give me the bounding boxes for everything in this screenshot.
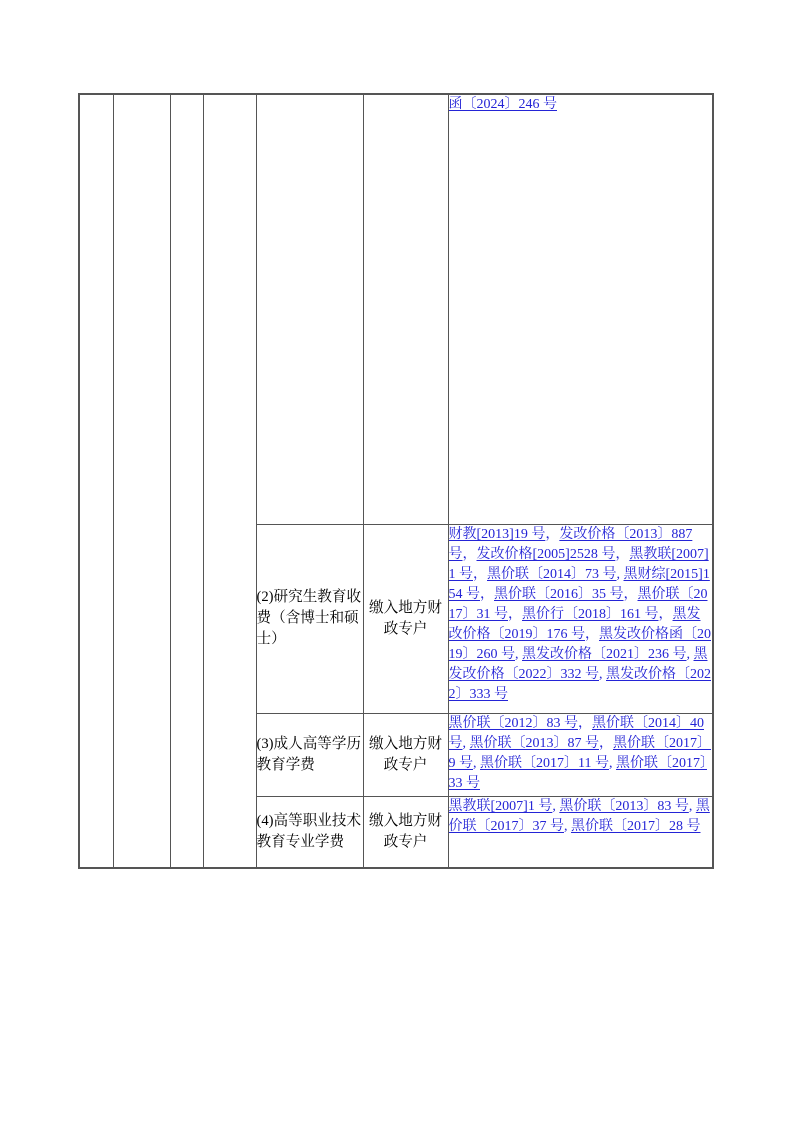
link-separator: ，	[599, 735, 613, 751]
policy-doc-link[interactable]: 黑价联〔2017〕11 号	[480, 755, 609, 771]
policy-basis-cell	[448, 524, 713, 713]
link-separator: ，	[480, 586, 494, 602]
link-separator: ,	[688, 798, 696, 814]
payment-destination-cell: 缴入地方财政专户	[363, 796, 448, 868]
link-separator: ,	[552, 798, 560, 814]
fee-table	[78, 93, 714, 869]
policy-doc-link[interactable]: 黑价联〔2014〕40 号	[448, 715, 704, 751]
link-separator: ，	[462, 546, 477, 562]
link-separator: ,	[473, 755, 480, 771]
empty-continuation-cell	[79, 94, 113, 868]
fee-item-cell: (3)成人高等学历教育学费	[256, 713, 363, 796]
link-separator: ，	[578, 715, 592, 731]
policy-basis-cell	[448, 94, 713, 524]
policy-doc-link[interactable]: 发改价格〔2013〕887 号	[448, 526, 693, 562]
link-separator: ，	[585, 626, 599, 642]
empty-continuation-cell	[113, 94, 170, 868]
link-separator: ,	[515, 646, 522, 662]
link-separator: ,	[564, 818, 571, 834]
empty-continuation-cell	[203, 94, 256, 868]
link-separator: ,	[599, 666, 606, 682]
policy-doc-link[interactable]: 财教[2013]19 号	[448, 526, 546, 542]
link-separator: ,	[686, 646, 694, 662]
policy-doc-link[interactable]: 发改价格[2005]2528 号	[476, 546, 616, 562]
link-separator: ，	[508, 606, 522, 622]
policy-doc-link[interactable]: 黑价联〔2016〕35 号	[494, 586, 624, 602]
link-separator: ，	[545, 526, 560, 542]
policy-doc-link[interactable]: 黑教联[2007]1 号	[448, 798, 553, 814]
fee-item-cell	[256, 94, 363, 524]
policy-doc-link[interactable]: 黑价联〔2013〕87 号	[469, 735, 599, 751]
policy-doc-link[interactable]: 黑发改价格〔2019〕176 号	[448, 606, 701, 642]
policy-doc-link[interactable]: 黑价联〔2017〕37 号	[448, 798, 710, 834]
payment-destination-cell: 缴入地方财政专户	[363, 524, 448, 713]
link-separator: ，	[615, 546, 630, 562]
policy-doc-link[interactable]: 黑价行〔2018〕161 号	[522, 606, 659, 622]
policy-doc-link[interactable]: 黑价联〔2017〕28 号	[571, 818, 701, 834]
policy-doc-link[interactable]: 黑教联[2007]1 号	[448, 546, 709, 582]
policy-doc-link[interactable]: 黑价联〔2017〕9 号	[448, 735, 711, 771]
policy-doc-link[interactable]: 黑发改价格〔2022〕332 号	[448, 646, 708, 682]
policy-doc-link[interactable]: 黑财综[2015]154 号	[448, 566, 710, 602]
empty-continuation-cell	[170, 94, 203, 868]
fee-item-cell: (2)研究生教育收费（含博士和硕士）	[256, 524, 363, 713]
policy-basis-cell	[448, 713, 713, 796]
policy-doc-link[interactable]: 黑发改价格〔2022〕333 号	[448, 666, 711, 702]
policy-doc-link[interactable]: 函〔2024〕246 号	[448, 97, 557, 112]
policy-doc-link[interactable]: 黑发改价格〔2021〕236 号	[522, 646, 687, 662]
link-separator: ，	[473, 566, 487, 582]
table-row	[79, 94, 713, 524]
link-separator: ,	[608, 755, 616, 771]
policy-doc-link[interactable]: 黑发改价格函〔2019〕260 号	[448, 626, 711, 662]
link-separator: ，	[623, 586, 638, 602]
fee-item-cell: (4)高等职业技术教育专业学费	[256, 796, 363, 868]
policy-doc-link[interactable]: 黑价联〔2012〕83 号	[448, 715, 578, 731]
payment-destination-cell	[363, 94, 448, 524]
fee-table-body	[79, 94, 713, 868]
policy-doc-link[interactable]: 黑价联〔2017〕31 号	[448, 586, 708, 622]
link-separator: ，	[658, 606, 673, 622]
policy-doc-link[interactable]: 黑价联〔2013〕83 号	[559, 798, 689, 814]
payment-destination-cell: 缴入地方财政专户	[363, 713, 448, 796]
policy-basis-cell	[448, 796, 713, 868]
link-separator: ,	[462, 735, 470, 751]
link-separator: ,	[616, 566, 624, 582]
policy-doc-link[interactable]: 黑价联〔2014〕73 号	[487, 566, 617, 582]
policy-doc-link[interactable]: 黑价联〔2017〕33 号	[448, 755, 707, 791]
